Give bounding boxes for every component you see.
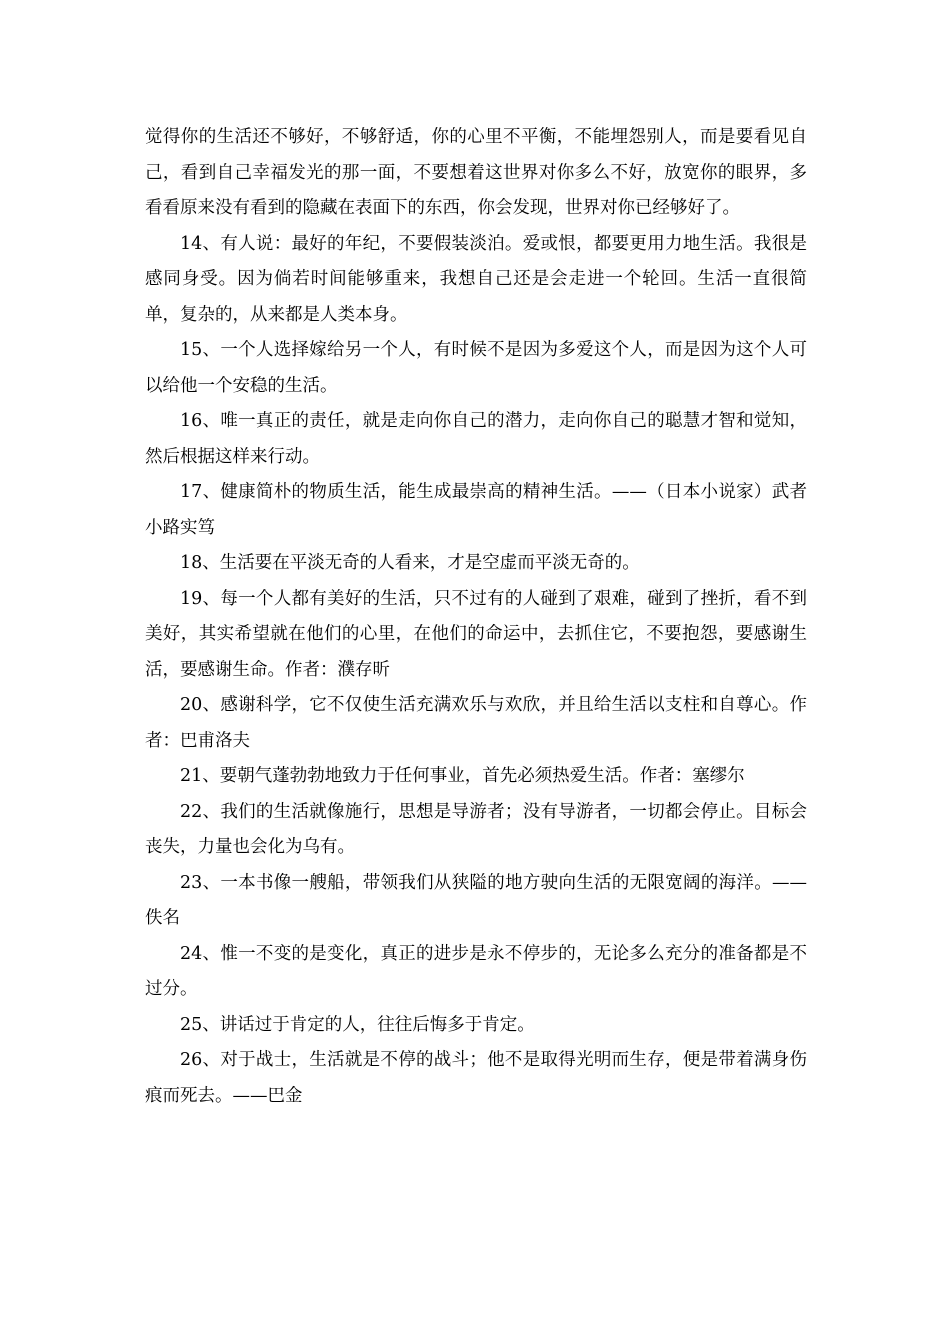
paragraph-25: 25、讲话过于肯定的人，往往后悔多于肯定。 — [180, 1014, 535, 1035]
paragraph-continuation: 觉得你的生活还不够好，不够舒适，你的心里不平衡，不能埋怨别人，而是要看见自己，看到自己幸福发光的那一面，不要想着这世界对你多么不好，放宽你的眼界，多看看原来没有看到的隐藏在表面下的东西，你会发现，世界对你已经够好了。 — [145, 127, 807, 218]
paragraph-21: 21、要朝气蓬勃勃地致力于任何事业，首先必须热爱生活。作者：塞缪尔 — [180, 766, 745, 786]
paragraph-14: 14、有人说：最好的年纪，不要假装淡泊。爱或恨，都要更用力地生活。我很是感同身受。因为倘若时间能够重来，我想自己还是会走进一个轮回。生活一直很简单，复杂的，从来都是人类本身。 — [145, 233, 807, 325]
paragraph-18: 18、生活要在平淡无奇的人看来，才是空虚而平淡无奇的。 — [180, 553, 640, 573]
paragraph-24: 24、惟一不变的是变化，真正的进步是永不停步的，无论多么充分的准备都是不过分。 — [145, 943, 807, 999]
paragraph-26: 26、对于战士，生活就是不停的战斗；他不是取得光明而生存，便是带着满身伤痕而死去。——巴金 — [145, 1050, 807, 1106]
document-body — [145, 120, 807, 1114]
paragraph-23: 23、一本书像一艘船，带领我们从狭隘的地方驶向生活的无限宽阔的海洋。——佚名 — [145, 872, 807, 928]
paragraph-22: 22、我们的生活就像施行，思想是导游者；没有导游者，一切都会停止。目标会丧失，力量也会化为乌有。 — [145, 801, 807, 857]
paragraph-20: 20、感谢科学，它不仅使生活充满欢乐与欢欣，并且给生活以支柱和自尊心。作者：巴甫洛夫 — [145, 695, 807, 751]
paragraph-17: 17、健康简朴的物质生活，能生成最崇高的精神生活。——（日本小说家）武者小路实笃 — [145, 482, 807, 538]
paragraph-15: 15、一个人选择嫁给另一个人，有时候不是因为多爱这个人，而是因为这个人可以给他一个安稳的生活。 — [145, 340, 807, 396]
paragraph-19: 19、每一个人都有美好的生活，只不过有的人碰到了艰难，碰到了挫折，看不到美好，其实希望就在他们的心里，在他们的命运中，去抓住它，不要抱怨，要感谢生活，要感谢生命。作者：濮存昕 — [145, 588, 807, 680]
paragraph-16: 16、唯一真正的责任，就是走向你自己的潜力，走向你自己的聪慧才智和觉知，然后根据这样来行动。 — [145, 411, 807, 467]
